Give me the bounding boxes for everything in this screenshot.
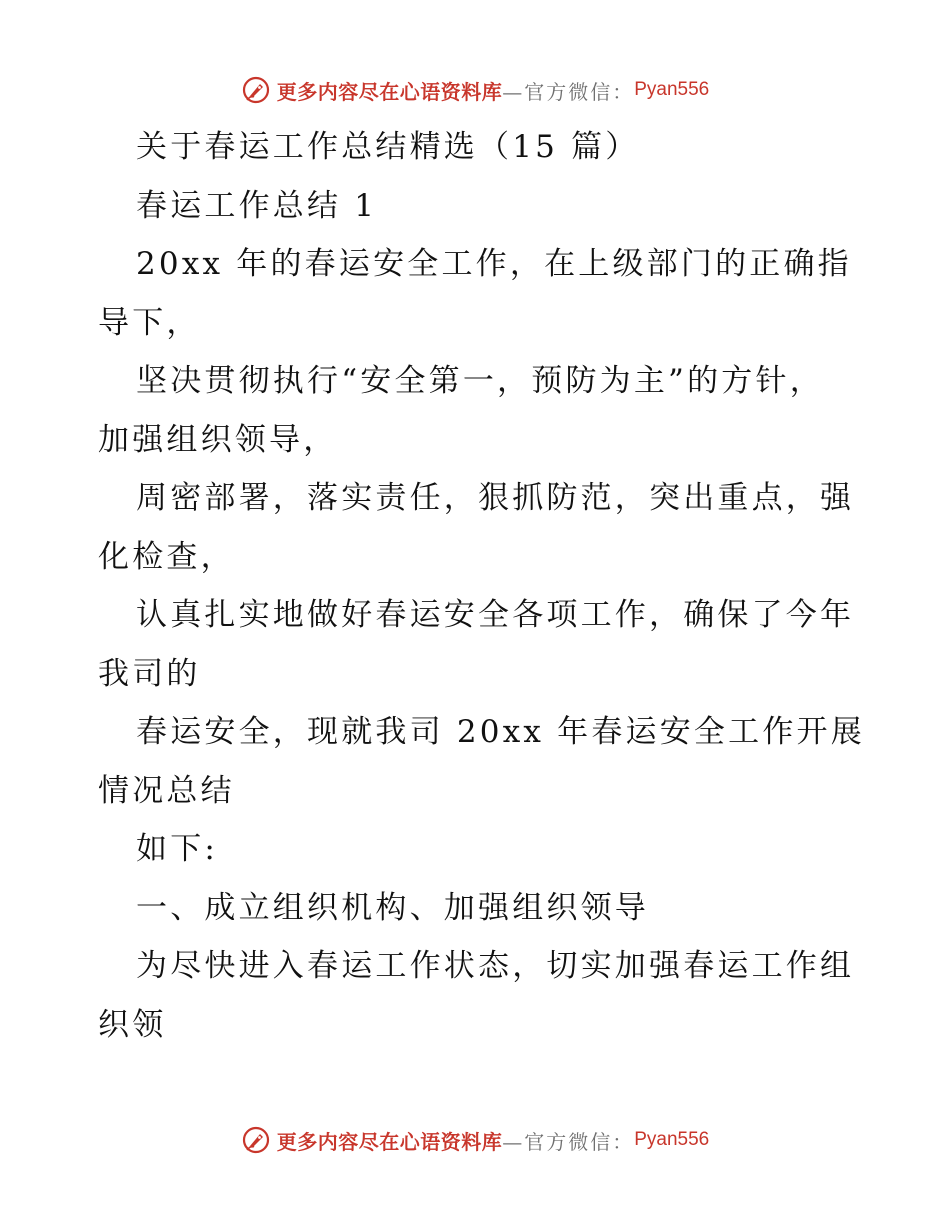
paragraph-line: 织领	[98, 1006, 167, 1043]
paragraph-line: 20xx 年的春运安全工作，在上级部门的正确指	[136, 246, 852, 282]
paragraph-line: 我司的	[98, 655, 201, 692]
paragraph-line: 坚决贯彻执行“安全第一，预防为主”的方针，	[136, 363, 824, 399]
paragraph-line: 导下，	[98, 304, 201, 341]
paragraph-line: 加强组织领导，	[98, 421, 338, 458]
paragraph-line: 化检查，	[98, 538, 235, 575]
section-heading: 春运工作总结 1	[136, 187, 378, 224]
watermark-dash-text: —官方微信：	[502, 1129, 635, 1154]
paragraph-line: 认真扎实地做好春运安全各项工作，确保了今年	[136, 597, 855, 633]
paragraph-line: 如下:	[136, 831, 219, 867]
watermark-wechat-id: Pyan556	[634, 1129, 710, 1150]
watermark-main-text: 更多内容尽在心语资料库	[276, 79, 503, 104]
footer-watermark	[0, 1122, 950, 1158]
paragraph-line: 春运安全，现就我司 20xx 年春运安全工作开展	[136, 714, 865, 750]
watermark-dash-text: —官方微信：	[502, 79, 635, 104]
pen-nib-logo-icon	[241, 1125, 271, 1155]
watermark-wechat-id: Pyan556	[634, 79, 710, 100]
header-watermark	[0, 72, 950, 108]
paragraph-line: 为尽快进入春运工作状态，切实加强春运工作组	[136, 948, 855, 984]
subsection-heading: 一、成立组织机构、加强组织领导	[136, 889, 649, 926]
paragraph-line: 情况总结	[98, 772, 235, 809]
watermark-main-text: 更多内容尽在心语资料库	[276, 1129, 503, 1154]
pen-nib-logo-icon	[241, 75, 271, 105]
document-title: 关于春运工作总结精选（15 篇）	[136, 129, 640, 165]
document-body	[98, 118, 865, 1054]
paragraph-line: 周密部署，落实责任，狠抓防范，突出重点，强	[136, 480, 855, 516]
